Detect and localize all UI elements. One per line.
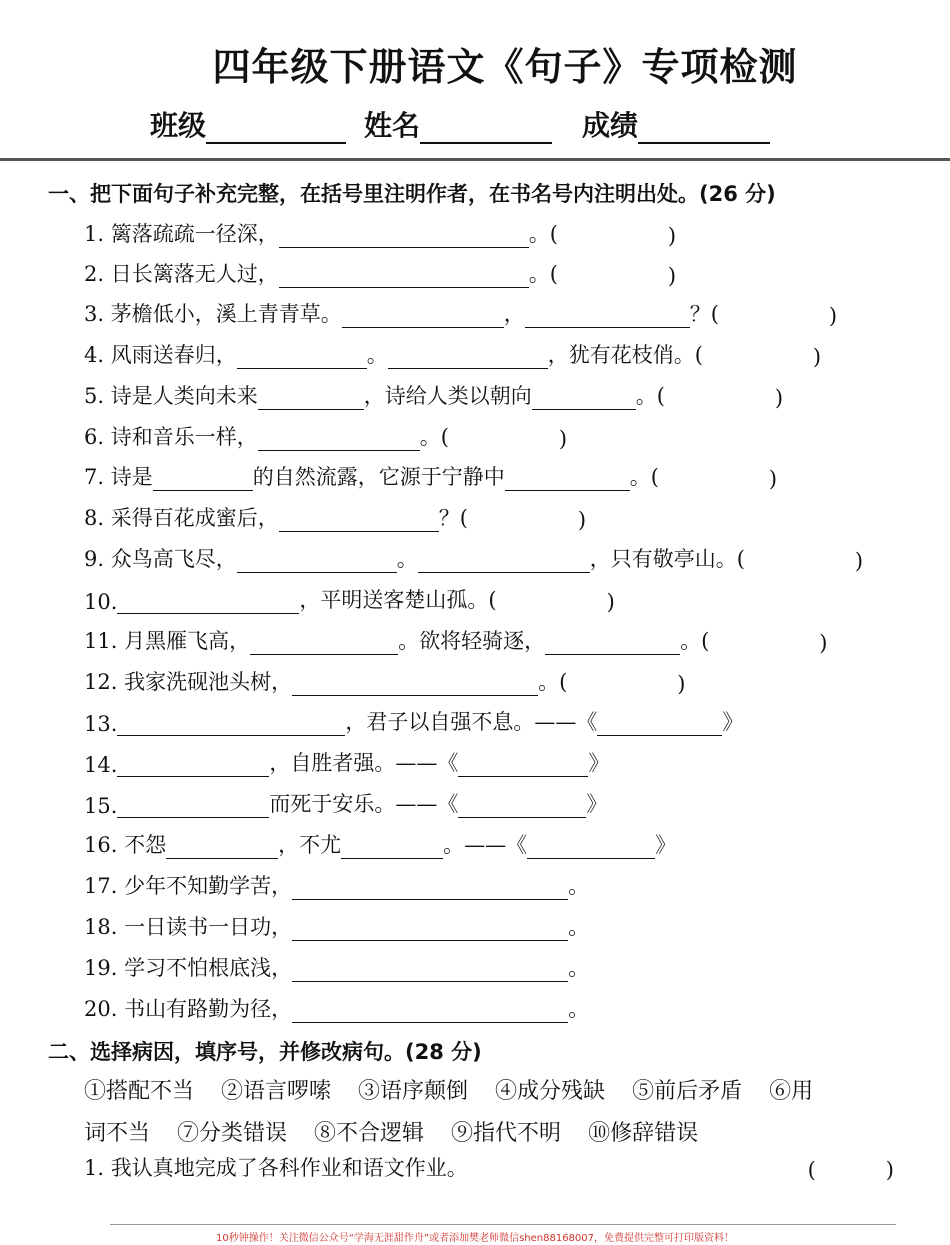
question-text: 2. 日长篱落无人过， [84, 262, 279, 286]
question-text: 。 [568, 874, 590, 898]
answer-blank[interactable] [458, 795, 586, 818]
name-field [364, 104, 552, 144]
answer-blank[interactable] [117, 754, 269, 777]
page-title: 四年级下册语文《句子》专项检测 [212, 44, 798, 89]
error-options-line2 [84, 1116, 718, 1147]
option-3: ③语序颠倒 [358, 1079, 469, 1104]
question-14 [84, 747, 609, 777]
answer-blank[interactable] [342, 305, 504, 328]
option-7: ⑦分类错误 [177, 1121, 288, 1146]
question-text: ) [558, 427, 568, 451]
answer-blank[interactable] [250, 632, 398, 655]
answer-blank[interactable] [279, 265, 529, 288]
answer-blank[interactable] [388, 346, 548, 369]
answer-paren-open: ( [807, 1158, 816, 1182]
question-19 [84, 952, 589, 982]
option-10: ⑩修辞错误 [588, 1121, 699, 1146]
question-text: 14. [84, 753, 118, 777]
question-text: 1. 我认真地完成了各科作业和语文作业。 [84, 1156, 468, 1180]
question-text: 13. [84, 712, 118, 736]
question-18 [84, 911, 589, 941]
question-text: 》 [722, 710, 744, 734]
footer-divider [110, 1224, 896, 1225]
name-label: 姓名 [364, 109, 421, 142]
answer-blank[interactable] [292, 918, 568, 941]
question-16 [84, 829, 676, 859]
question-text: 6. 诗和音乐一样， [84, 425, 258, 449]
answer-blank[interactable] [525, 305, 690, 328]
option-4: ④成分残缺 [495, 1079, 606, 1104]
question-text: 20. 书山有路勤为径， [84, 997, 293, 1021]
answer-blank[interactable] [418, 550, 590, 573]
question-text: ) [677, 672, 686, 696]
option-1: ①搭配不当 [84, 1079, 195, 1104]
question-text: 。( [629, 465, 659, 489]
question-text: 5. 诗是人类向未来 [84, 384, 258, 408]
option-8: ⑧不合逻辑 [314, 1121, 425, 1146]
question-text: ) [667, 264, 677, 288]
option-6-end: 词不当 [84, 1121, 151, 1146]
question-text: 17. 少年不知勤学苦， [84, 874, 293, 898]
question-text: ， [503, 302, 525, 326]
answer-blank[interactable] [117, 713, 345, 736]
question-11 [84, 625, 827, 655]
footer-note: 10秒钟操作！关注微信公众号“学海无涯甜作舟”或者添加樊老师微信shen88168007，免费提供完整可打印版资料！ [215, 1233, 735, 1244]
question-text: 》 [655, 833, 677, 857]
question-text: ，只有敬亭山。( [589, 547, 745, 571]
answer-blank[interactable] [292, 1000, 568, 1023]
question-text: ) [577, 508, 587, 532]
question-text: 7. 诗是 [84, 465, 153, 489]
question-text: ) [667, 224, 677, 248]
answer-blank[interactable] [258, 387, 364, 410]
question-15 [84, 788, 607, 818]
question-text: ，平明送客楚山孤。( [299, 588, 497, 612]
question-text: 。( [635, 384, 665, 408]
answer-blank[interactable] [545, 632, 680, 655]
header-divider [0, 158, 950, 161]
question-text: ，自胜者强。——《 [269, 751, 459, 775]
answer-blank[interactable] [505, 468, 630, 491]
question-text: 。( [680, 629, 710, 653]
answer-blank[interactable] [292, 877, 568, 900]
answer-blank[interactable] [532, 387, 636, 410]
question-7 [84, 461, 777, 491]
class-field [150, 104, 346, 144]
student-info-row [150, 104, 788, 144]
option-9: ⑨指代不明 [451, 1121, 562, 1146]
question-text: 。( [538, 670, 568, 694]
question-text: 的自然流露，它源于宁静中 [252, 465, 505, 489]
answer-blank[interactable] [458, 754, 588, 777]
question-2 [84, 258, 676, 288]
question-text: ) [819, 631, 828, 655]
question-text: ) [828, 304, 838, 328]
class-label: 班级 [150, 109, 207, 142]
score-field [570, 104, 770, 144]
question-text: 。 [366, 343, 388, 367]
question-text: 。 [568, 956, 590, 980]
score-blank[interactable] [638, 114, 770, 144]
question-text: 。( [528, 262, 558, 286]
question-text: ) [774, 386, 784, 410]
answer-blank[interactable] [237, 346, 367, 369]
answer-blank[interactable] [279, 509, 439, 532]
section1-heading: 一、把下面句子补充完整，在括号里注明作者，在书名号内注明出处。(26 分) [48, 182, 776, 206]
section2-question-1 [84, 1152, 894, 1182]
question-text: 12. 我家洗砚池头树， [84, 670, 293, 694]
question-text: ) [768, 467, 778, 491]
question-text: 。 [568, 997, 590, 1021]
question-text: 。( [419, 425, 449, 449]
question-17 [84, 870, 589, 900]
question-text: ) [854, 549, 864, 573]
error-options-line1 [84, 1074, 813, 1105]
answer-paren-close: ) [885, 1158, 894, 1182]
question-text: 。欲将轻骑逐， [398, 629, 546, 653]
question-4 [84, 339, 821, 369]
question-9 [84, 543, 863, 573]
answer-blank[interactable] [341, 836, 443, 859]
question-text: ) [812, 345, 822, 369]
question-3 [84, 298, 837, 328]
answer-blank[interactable] [117, 795, 269, 818]
question-6 [84, 421, 567, 451]
question-text: 19. 学习不怕根底浅， [84, 956, 293, 980]
section2-heading: 二、选择病因，填序号，并修改病句。(28 分) [48, 1040, 482, 1064]
answer-blank[interactable] [597, 713, 722, 736]
question-text: 16. 不怨 [84, 833, 167, 857]
question-text: 》 [588, 751, 610, 775]
question-text: 3. 茅檐低小，溪上青青草。 [84, 302, 342, 326]
question-text: 11. 月黑雁飞高， [84, 629, 251, 653]
question-text: 》 [586, 792, 608, 816]
answer-blank[interactable] [258, 428, 420, 451]
question-text: ，君子以自强不息。——《 [345, 710, 598, 734]
option-5: ⑤前后矛盾 [632, 1079, 743, 1104]
name-blank[interactable] [420, 114, 552, 144]
question-12 [84, 666, 685, 696]
question-text: ，诗给人类以朝向 [363, 384, 532, 408]
question-text: 。 [396, 547, 418, 571]
answer-blank[interactable] [527, 836, 655, 859]
question-text: 4. 风雨送春归， [84, 343, 237, 367]
question-text: 8. 采得百花成蜜后， [84, 506, 279, 530]
answer-blank[interactable] [117, 591, 299, 614]
question-text: 。( [528, 222, 558, 246]
question-13 [84, 706, 743, 736]
question-8 [84, 502, 586, 532]
question-20 [84, 993, 589, 1023]
question-text: ) [606, 590, 615, 614]
question-text: 。——《 [443, 833, 528, 857]
answer-blank[interactable] [166, 836, 278, 859]
answer-blank[interactable] [237, 550, 397, 573]
option-6-start: ⑥用 [769, 1079, 814, 1104]
question-text: ，不尤 [278, 833, 342, 857]
question-text: 10. [84, 590, 118, 614]
answer-blank[interactable] [153, 468, 253, 491]
answer-blank[interactable] [292, 959, 568, 982]
question-text: 。 [568, 915, 590, 939]
question-text: 18. 一日读书一日功， [84, 915, 293, 939]
question-text: ，犹有花枝俏。( [547, 343, 703, 367]
question-text: 15. [84, 794, 118, 818]
question-text: ？( [689, 302, 719, 326]
question-text: 9. 众鸟高飞尽， [84, 547, 237, 571]
question-text: 1. 篱落疏疏一径深， [84, 222, 279, 246]
question-text: ？( [438, 506, 468, 530]
answer-blank[interactable] [292, 673, 538, 696]
score-label: 成绩 [582, 109, 639, 142]
question-1 [84, 218, 676, 248]
question-5 [84, 380, 783, 410]
class-blank[interactable] [206, 114, 346, 144]
answer-blank[interactable] [279, 225, 529, 248]
question-text: 而死于安乐。——《 [269, 792, 459, 816]
option-2: ②语言啰嗦 [221, 1079, 332, 1104]
question-10 [84, 584, 615, 614]
